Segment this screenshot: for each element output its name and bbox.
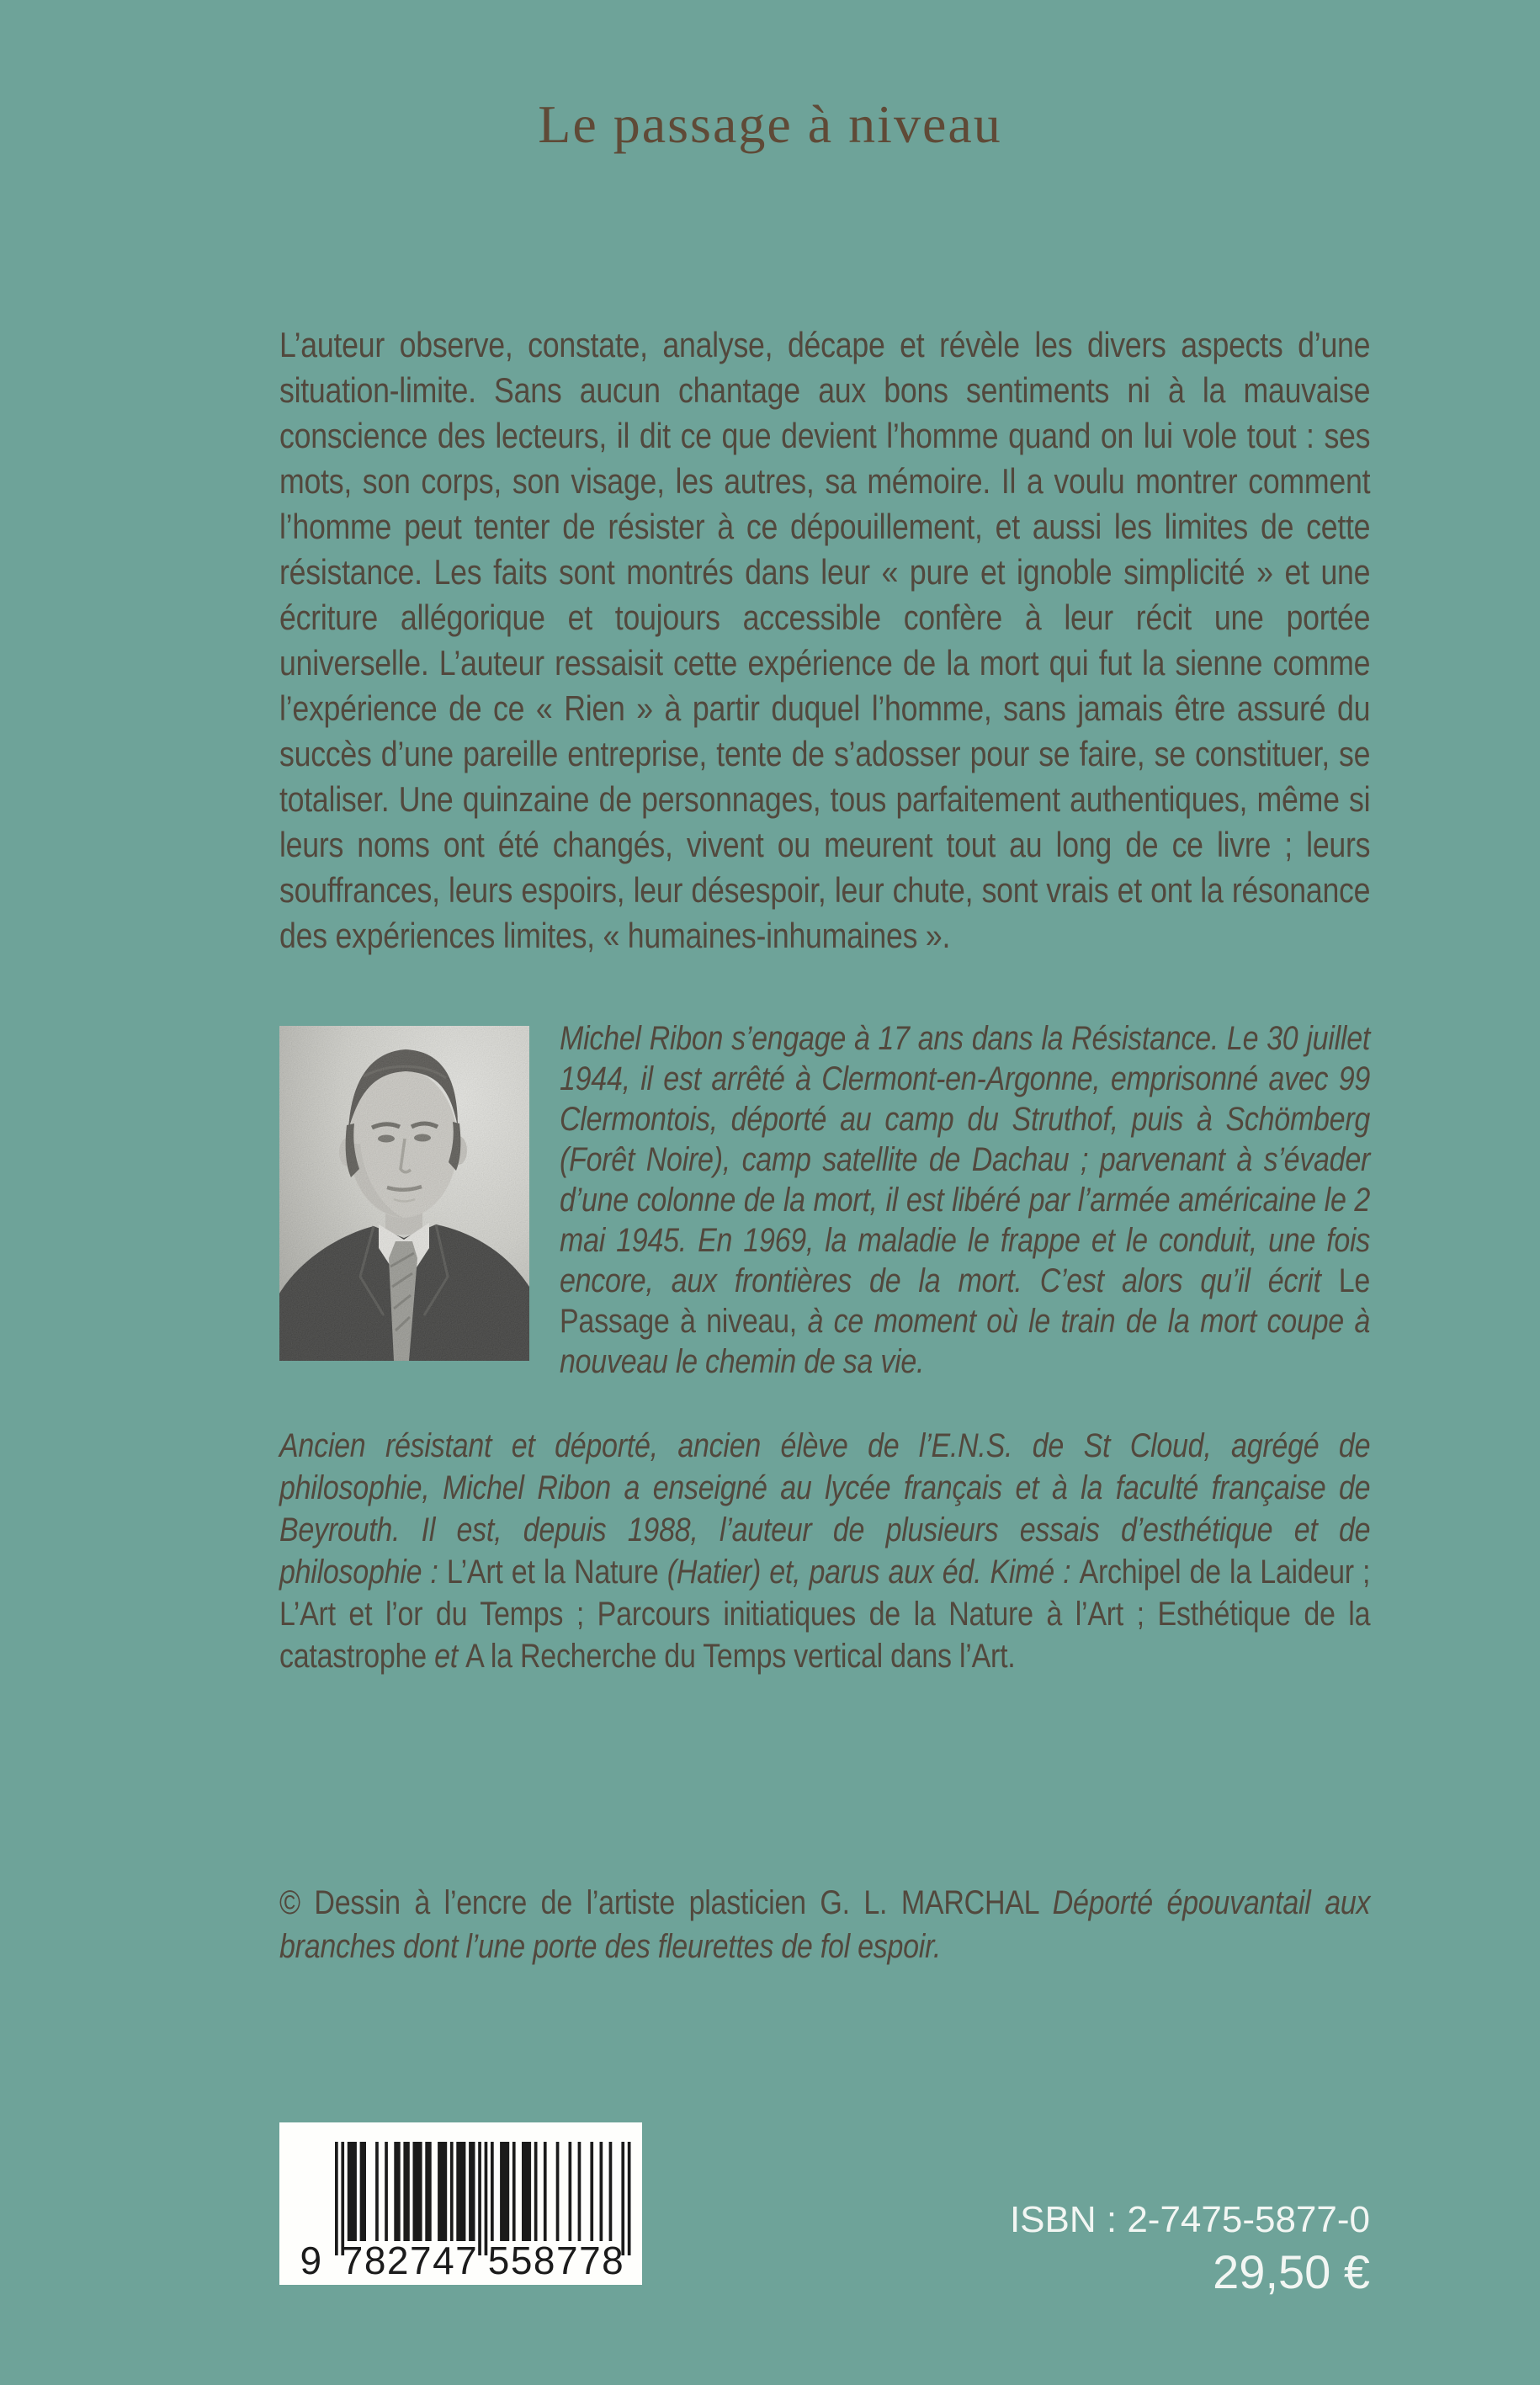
author-bio-paragraph: Michel Ribon s’engage à 17 ans dans la Résistance. Le 30 juillet 1944, il est arrêté à Clermont-en-Argonne, emprisonné avec 99 Clermontois, déporté au camp du Struthof, puis à Schömberg (Forêt Noire), camp satellite de Dachau ; parvenant à s’évader d’une colonne de la mort, il est libéré par l’armée américaine le 2 mai 1945. En 1969, la maladie le frappe et le conduit, une fois encore, aux frontières de la mort. C’est alors qu’il écrit Le Passage à niveau, à ce moment où le train de la mort coupe à nouveau le chemin de sa vie.	[560, 1020, 1371, 1380]
isbn-label: ISBN : 2-7475-5877-0	[1009, 2199, 1370, 2240]
publications-paragraph: Ancien résistant et déporté, ancien élève de l’E.N.S. de St Cloud, agrégé de philosophie, Michel Ribon a enseigné au lycée français et à la faculté française de Beyrouth. Il est, depuis 1988, l’auteur de plusieurs essais d’esthétique et de philosophie : L’Art et la Nature (Hatier) et, parus aux éd. Kimé : Archipel de la Laideur ; L’Art et l’or du Temps ; Parcours initiatiques de la Nature à l’Art ; Esthétique de la catastrophe et A la Recherche du Temps vertical dans l’Art.	[279, 1427, 1371, 1675]
book-title: Le passage à niveau	[538, 94, 1002, 154]
synopsis-paragraph: L’auteur observe, constate, analyse, décape et révèle les divers aspects d’une situation-limite. Sans aucun chantage aux bons sentiments ni à la mauvaise conscience des lecteurs, il dit ce que devient l’homme quand on lui vole tout : ses mots, son corps, son visage, les autres, sa mémoire. Il a voulu montrer comment l’homme peut tenter de résister à ce dépouillement, et aussi les limites de cette résistance. Les faits sont montrés dans leur « pure et ignoble simplicité » et une écriture allégorique et toujours accessible confère à leur récit une portée universelle. L’auteur ressaisit cette expérience de la mort qui fut la sienne comme l’expérience de ce « Rien » à partir duquel l’homme, sans jamais être assuré du succès d’une pareille entreprise, tente de s’adosser pour se faire, se constituer, se totaliser. Une quinzaine de personnages, tous parfaitement authentiques, même si leurs noms ont été changés, vivent ou meurent tout au long de ce livre ; leurs souffrances, leurs espoirs, leur désespoir, leur chute, sont vrais et ont la résonance des expériences limites, « humaines-inhumaines ».	[279, 325, 1371, 955]
author-portrait-photo	[279, 1026, 529, 1361]
svg-text:558778: 558778	[487, 2239, 625, 2282]
price-label: 29,50 €	[1213, 2245, 1370, 2298]
illustration-credit: © Dessin à l’encre de l’artiste plasticien G. L. MARCHAL Déporté épouvantail aux branches dont l’une porte des fleurettes de fol espoir.	[279, 1884, 1371, 1965]
svg-text:782747: 782747	[341, 2239, 479, 2282]
barcode	[279, 2122, 642, 2285]
svg-text:9: 9	[300, 2239, 323, 2282]
ean13-barcode-icon	[279, 2122, 642, 2285]
